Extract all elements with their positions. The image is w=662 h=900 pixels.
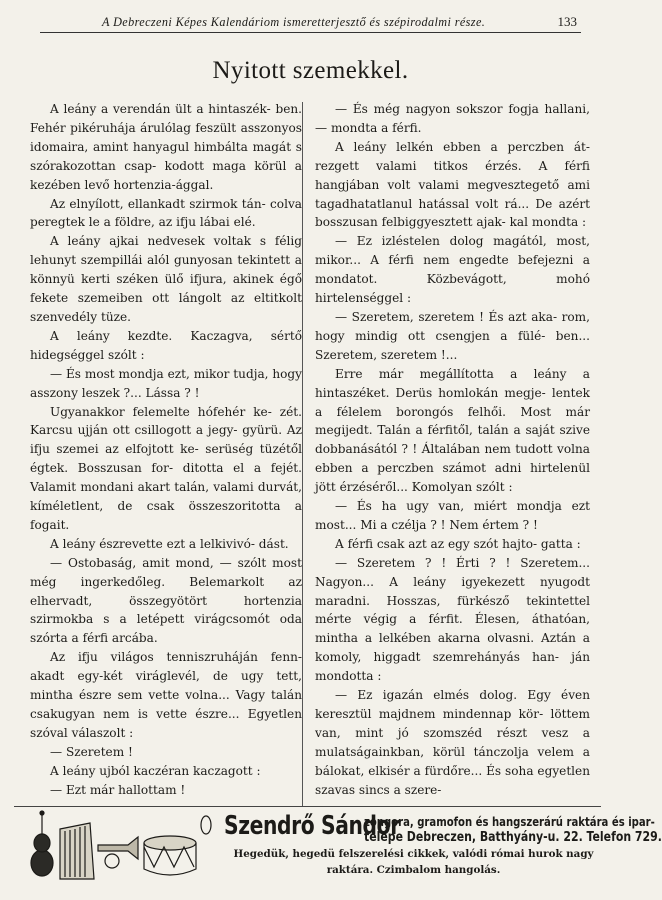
article-title: Nyitott szemekkel. [212,57,409,84]
musical-instruments-illustration [20,809,212,885]
paragraph: Az elnyílott, ellankadt szirmok tán- colva peregtek le a földre, az ifju lábai elé. [30,196,302,230]
paragraph: A leány ajkai nedvesek voltak s félig lehunyt szempillái alól gunyosan tekintett a könnyü kerti széken ülő ifjura, akinek égő fekete szemeiben ott lángolt az eltitkolt szenvedély tüze. [30,234,302,324]
paragraph: A leány észrevette ezt a lelkivivó- dást. [50,536,289,551]
running-header [40,14,581,33]
paragraph: — Szeretem, szeretem ! És azt aka- rom, hogy mindig ott csengjen a fülé- ben... Szeretem, szeretem !... [315,309,590,362]
paragraph: A férfi csak azt az egy szót hajto- gatta : [335,536,581,551]
paragraph: A leány kezdte. Kaczagva, sértő hidegséggel szólt : [30,328,302,362]
paragraph: — Ez izléstelen dolog magától, most, mikor... A férfi nem engedte befejezni a mondatot. Közbevágott, mohó hirtelenséggel : [315,234,590,306]
paragraph: A leány lelkén ebben a perczben át- rezgett valami titkos érzés. A férfi hangjában volt valami megvesztegető ami tagadhatatlanul hatással volt rá... De azért bosszusan felbiggyesztett ajak- kal mondta : [315,139,590,230]
paragraph: — Ezt már hallottam ! [50,782,186,797]
paragraph: A leány ujból kaczéran kaczagott : [50,763,261,778]
paragraph: — Ez igazán elmés dolog. Egy éven keresztül majdnem mindennap kör- löttem van, mint jó szomszéd részt vesz a mulatságainkban, körül tánczolja velem a bálokat, elkisér a fürdőre... És soha egyetlen szavas sincs a szere- [315,688,590,797]
paragraph: — Szeretem ! [50,744,133,759]
paragraph: A leány a verendán ült a hintaszék- ben. Fehér pikéruhája árulólag feszült asszonyos idomaira, amint hanyagul himbálta magát s szórakozottan csap- kodott maga körül a kezében levő hortenzia-ággal. [30,102,302,192]
paragraph: — Ostobaság, amit mond, — szólt most még ingerkedőleg. Belemarkolt az elhervadt, összegyötört hortenzia szirmokba s a letépett virágcsomót oda szórta a férfi arcába. [30,555,302,646]
paragraph: — És még nagyon sokszor fogja hallani, — mondta a férfi. [315,102,590,135]
ad-line-2: telepe Debreczen, Batthyány-u. 22. Telefon 729. [364,830,662,845]
ad-line-1: zongora, gramofon és hangszerárú raktára és ipar- [364,815,655,829]
left-column [30,100,302,800]
paragraph: Az ifju világos tenniszruháján fenn- akadt egy-két viráglevél, de ugy tett, mintha észre sem vette volna... Vagy talán csakugyan nem is vette észre... Egyetlen szóval válaszolt : [30,650,302,740]
page-number: 133 [557,14,577,29]
paragraph: — És most mondja ezt, mikor tudja, hogy asszony leszek ?... Lássa ? ! [30,366,302,400]
column-divider [302,102,303,807]
ad-line-3: Hegedük, hegedü felszerelési cikkek, valódi római hurok nagy [233,848,594,860]
paragraph: — Szeretem ? ! Érti ? ! Szeretem... Nagyon... A leány igyekezett nyugodt maradni. Hosszas, fürkésző tekintettel mérte végig a férfit. Élesen, áthatóan, mintha a lelkében akarna olvasni. Aztán a komoly, higgadt szemrehányás han- ján mondotta : [315,555,590,684]
paragraph: Erre már megállította a leány a hintaszéket. Derüs homlokán megje- lentek a félelem borongós felhői. Most már megijedt. Talán a férfitől, talán a saját szive dobbanásától ? ! Általában nem tudott volna ebben a perczben számot adni hirtelenül jött érzéséről... Komolyan szólt : [315,366,590,495]
advertiser-name: Szendrő Sándor [224,811,400,841]
running-title: A Debreczeni Képes Kalendáriom ismeretterjesztő és szépirodalmi része. [102,15,486,29]
ad-line-4: raktára. Czimbalom hangolás. [326,864,501,876]
advertisement [14,806,662,887]
paragraph: Ugyanakkor felemelte hófehér ke- zét. Karcsu ujján ott csillogott a jegy- gyürü. Az ifju szemei az elfojtott ke- serüség tüzétől égtek. Bosszusan for- ditotta el a fejét. Valamit mondani akart talán, valami durvát, kíméletlent, de csak összeszoritotta a fogait. [30,404,302,532]
right-column [315,100,590,800]
paragraph: — És ha ugy van, miért mondja ezt most... Mi a czélja ? ! Nem értem ? ! [315,499,590,532]
